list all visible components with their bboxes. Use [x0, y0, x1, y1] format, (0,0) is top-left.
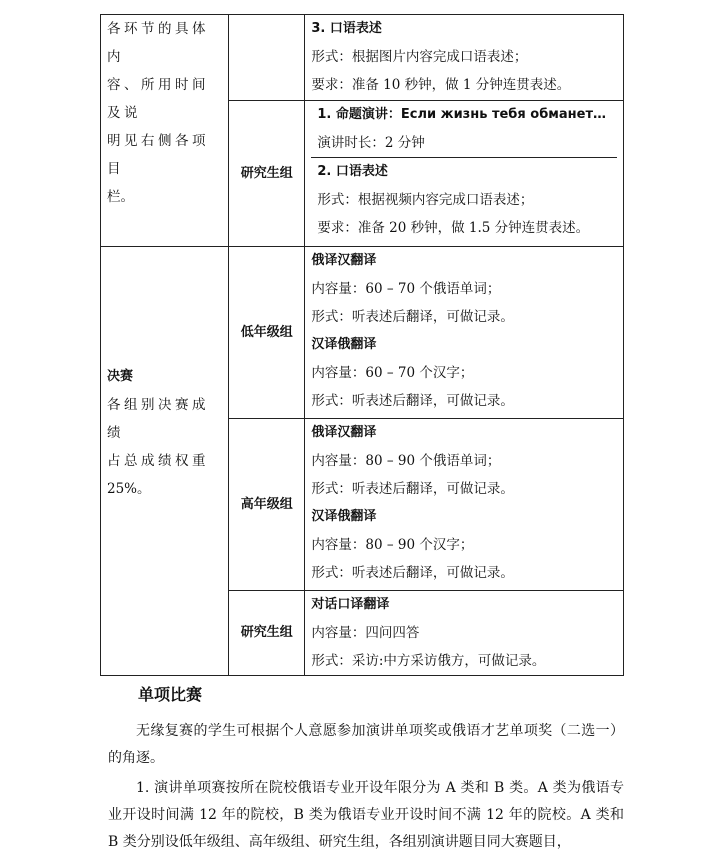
item-title: 1. 命题演讲：Если жизнь тебя обманет…: [317, 107, 606, 122]
stage-note-line: 占总成绩权重: [107, 453, 209, 469]
item-title: 汉译俄翻译: [311, 337, 377, 352]
item-title: 2. 口语表述: [317, 164, 388, 179]
item-line: 要求：准备 10 秒钟，做 1 分钟连贯表述。: [311, 77, 571, 93]
item-line: 内容量：80 – 90 个汉字；: [311, 537, 474, 553]
section-heading: 单项比赛: [138, 685, 203, 704]
stage-note-line: 25%。: [107, 481, 151, 497]
stage-note-line: 容、所用时间及说: [107, 77, 209, 121]
group-high-grade: 高年级组: [229, 419, 305, 591]
speaking-item-cell: [305, 15, 624, 101]
group-graduate-final: 研究生组: [229, 591, 305, 676]
item-title: 3. 口语表述: [311, 21, 382, 36]
stage-note-line: 栏。: [107, 189, 134, 205]
item-title: 汉译俄翻译: [311, 509, 377, 524]
group-graduate-prelim: 研究生组: [229, 101, 305, 247]
graduate-prelim-content: [305, 101, 624, 247]
item-line: 形式：听表述后翻译，可做记录。: [311, 481, 514, 497]
paragraph: 无缘复赛的学生可根据个人意愿参加演讲单项奖或俄语才艺单项奖（二选一）的角逐。: [108, 723, 624, 766]
high-grade-content: [305, 419, 624, 591]
item-line: 形式：听表述后翻译，可做记录。: [311, 565, 514, 581]
item-title: 俄译汉翻译: [311, 425, 377, 440]
prelim-stage-cell: [101, 15, 229, 247]
graduate-final-content: [305, 591, 624, 676]
item-line: 内容量：60 – 70 个汉字；: [311, 365, 474, 381]
competition-table: [100, 14, 624, 676]
item-line: 形式：听表述后翻译，可做记录。: [311, 309, 514, 325]
stage-note-line: 各环节的具体内: [107, 21, 209, 65]
item-line: 内容量：80 – 90 个俄语单词；: [311, 453, 501, 469]
low-grade-content: [305, 247, 624, 419]
item-title: 俄译汉翻译: [311, 253, 377, 268]
item-line: 形式：采访:中方采访俄方，可做记录。: [311, 653, 546, 669]
stage-note-line: 各组别决赛成绩: [107, 397, 209, 441]
final-stage-label: 决赛: [107, 369, 134, 384]
stage-note-line: 明见右侧各项目: [107, 133, 209, 177]
item-line: 演讲时长：2 分钟: [317, 135, 425, 151]
final-stage-cell: [101, 247, 229, 676]
paragraph: 1. 演讲单项赛按所在院校俄语专业开设年限分为 A 类和 B 类。A 类为俄语专业开设时间满 12 年的院校，B 类为俄语专业开设时间不满 12 年的院校。A 类和 B 类分别设低年级组、高年级组、研究生组，各组别演讲题目同大赛题目，: [108, 780, 624, 850]
item-line: 形式：根据图片内容完成口语表述；: [311, 49, 528, 65]
item-line: 要求：准备 20 秒钟，做 1.5 分钟连贯表述。: [317, 220, 590, 236]
item-line: 形式：听表述后翻译，可做记录。: [311, 393, 514, 409]
item-line: 内容量：四问四答: [311, 625, 420, 641]
item-line: 形式：根据视频内容完成口语表述；: [317, 192, 534, 208]
group-low-grade: 低年级组: [229, 247, 305, 419]
empty-group-cell: [229, 15, 305, 101]
item-title: 对话口译翻译: [311, 597, 390, 612]
item-line: 内容量：60 – 70 个俄语单词；: [311, 281, 501, 297]
